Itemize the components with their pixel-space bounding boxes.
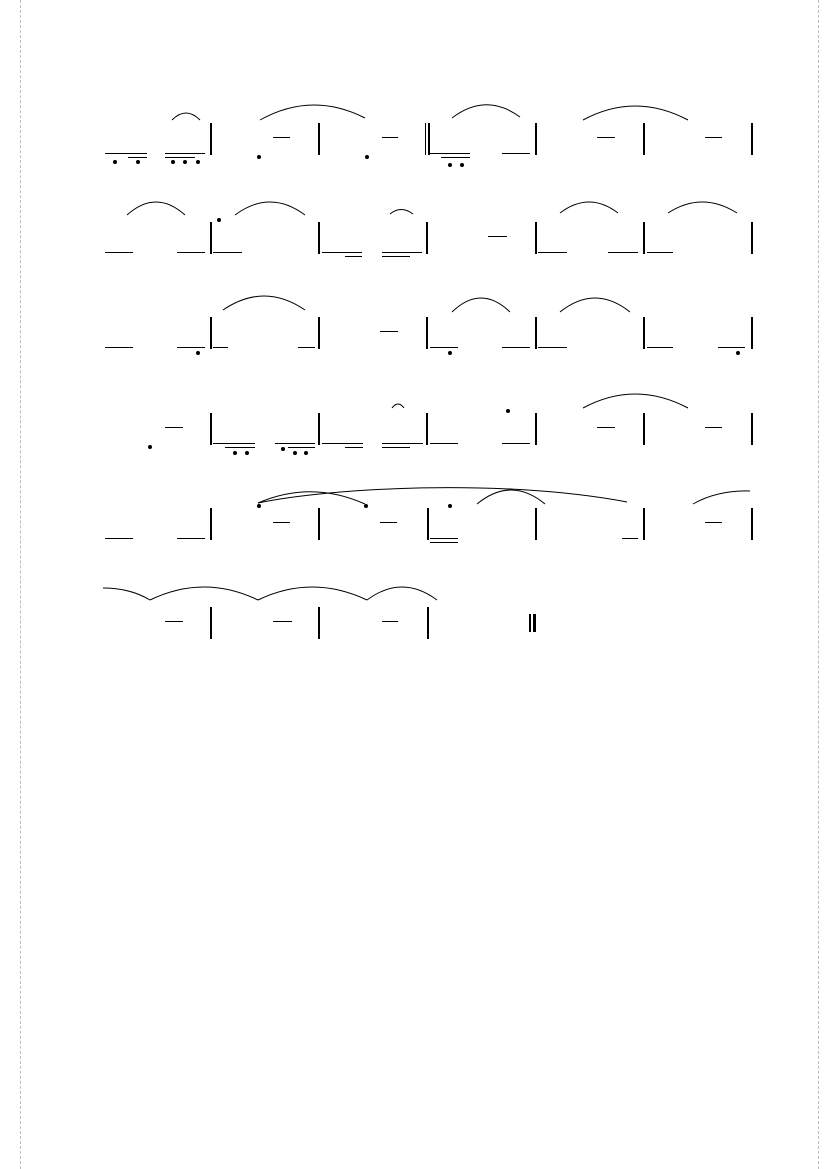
low-octave-dot <box>196 160 200 164</box>
tie <box>367 587 437 600</box>
beam-line <box>502 153 530 154</box>
low-octave-dot <box>281 447 285 451</box>
beam-line <box>128 157 147 158</box>
beam-line <box>165 157 195 158</box>
beam-line <box>622 538 638 539</box>
high-octave-dot <box>217 218 221 222</box>
hold-dash <box>597 137 615 138</box>
beam-line <box>430 443 458 444</box>
hold-dash <box>382 621 398 622</box>
barline <box>751 317 753 349</box>
slur <box>668 202 737 213</box>
barline <box>643 222 645 254</box>
slur <box>235 202 305 215</box>
beam-line <box>441 157 470 158</box>
beam-line <box>177 252 205 253</box>
score-row-4 <box>0 414 840 484</box>
barline <box>427 607 429 639</box>
barline <box>643 413 645 445</box>
barline <box>210 222 212 254</box>
beam-line <box>322 252 362 253</box>
barline <box>751 413 753 445</box>
barline <box>751 222 753 254</box>
barline <box>426 413 428 445</box>
tie-continued <box>103 588 150 600</box>
hold-dash <box>597 427 615 428</box>
beam-line <box>608 252 638 253</box>
beam-line <box>105 538 133 539</box>
barline <box>643 123 645 155</box>
beam-line <box>275 443 315 444</box>
barline <box>210 607 212 639</box>
barline <box>643 508 645 540</box>
barline <box>318 508 320 540</box>
beam-line <box>382 256 410 257</box>
double-barline <box>428 123 431 155</box>
hold-dash <box>165 427 183 428</box>
hold-dash <box>382 137 398 138</box>
beam-line <box>382 447 410 448</box>
barline <box>318 317 320 349</box>
score-row-6 <box>0 608 840 678</box>
beam-line <box>430 538 458 539</box>
tie <box>583 394 688 408</box>
score-row-5 <box>0 509 840 579</box>
hold-dash <box>705 522 722 523</box>
hold-dash <box>488 236 507 237</box>
slur <box>560 202 618 213</box>
barline <box>318 123 320 155</box>
low-octave-dot <box>245 451 249 455</box>
tie <box>258 587 367 600</box>
beam-line <box>538 252 567 253</box>
slur <box>560 298 630 312</box>
barline <box>318 222 320 254</box>
low-octave-dot <box>448 351 452 355</box>
hold-dash <box>273 621 292 622</box>
beam-line <box>430 347 458 348</box>
tie <box>477 490 545 504</box>
beam-line <box>213 252 242 253</box>
long-slur <box>258 488 627 503</box>
low-octave-dot <box>365 155 369 159</box>
high-octave-dot <box>257 504 261 508</box>
barline <box>210 123 212 155</box>
barline <box>210 508 212 540</box>
beam-line <box>105 252 133 253</box>
slur <box>392 404 404 408</box>
low-octave-dot <box>448 163 452 167</box>
barline <box>210 413 212 445</box>
low-octave-dot <box>196 351 200 355</box>
beam-line <box>430 542 458 543</box>
beam-line <box>177 347 205 348</box>
tie-continued <box>693 491 750 504</box>
hold-dash <box>380 522 397 523</box>
low-octave-dot <box>736 351 740 355</box>
low-octave-dot <box>293 451 297 455</box>
beam-line <box>298 347 315 348</box>
beam-line <box>647 347 673 348</box>
beam-line <box>345 447 363 448</box>
slur <box>223 296 305 310</box>
barline <box>535 222 537 254</box>
double-barline <box>425 123 426 155</box>
low-octave-dot <box>148 445 152 449</box>
hold-dash <box>273 137 290 138</box>
beam-line <box>213 347 228 348</box>
hold-dash <box>705 427 722 428</box>
beam-line <box>345 256 362 257</box>
low-octave-dot <box>257 155 261 159</box>
beam-line <box>502 443 530 444</box>
beam-line <box>105 153 147 154</box>
low-octave-dot <box>183 160 187 164</box>
barline <box>751 508 753 540</box>
barline <box>751 123 753 155</box>
tie <box>258 492 365 504</box>
low-octave-dot <box>460 163 464 167</box>
score-row-2 <box>0 223 840 293</box>
slur <box>390 210 413 215</box>
hold-dash <box>705 137 722 138</box>
slur <box>452 105 520 118</box>
slur <box>452 298 510 312</box>
slur <box>127 202 185 215</box>
barline <box>426 222 428 254</box>
beam-line <box>225 447 255 448</box>
low-octave-dot <box>113 160 117 164</box>
source-header <box>35 26 51 45</box>
beam-line <box>502 347 530 348</box>
high-octave-dot <box>448 504 452 508</box>
final-barline <box>533 614 536 632</box>
beam-line <box>322 443 363 444</box>
low-octave-dot <box>304 451 308 455</box>
barline <box>535 508 537 540</box>
beam-line <box>177 538 205 539</box>
tie <box>260 105 365 120</box>
hold-dash <box>165 621 183 622</box>
barline <box>426 317 428 349</box>
barline <box>535 317 537 349</box>
beam-line <box>105 347 133 348</box>
beam-line <box>213 443 255 444</box>
score-row-3 <box>0 318 840 388</box>
barline <box>318 607 320 639</box>
high-octave-dot <box>506 409 510 413</box>
beam-line <box>165 153 205 154</box>
tie <box>150 587 258 600</box>
beam-line <box>718 347 745 348</box>
barline <box>535 123 537 155</box>
barline <box>535 413 537 445</box>
beam-line <box>647 252 673 253</box>
final-barline <box>529 614 531 632</box>
low-octave-dot <box>233 451 237 455</box>
beam-line <box>382 252 422 253</box>
low-octave-dot <box>136 160 140 164</box>
beam-line <box>538 347 567 348</box>
barline <box>318 413 320 445</box>
high-octave-dot <box>364 504 368 508</box>
hold-dash <box>273 522 290 523</box>
score-row-1 <box>0 124 840 194</box>
beam-line <box>288 447 315 448</box>
barline <box>427 508 429 540</box>
beam-line <box>382 443 423 444</box>
slur <box>172 113 200 120</box>
barline <box>210 317 212 349</box>
beam-line <box>430 153 470 154</box>
low-octave-dot <box>171 160 175 164</box>
tie <box>583 106 688 120</box>
barline <box>643 317 645 349</box>
hold-dash <box>380 331 398 332</box>
